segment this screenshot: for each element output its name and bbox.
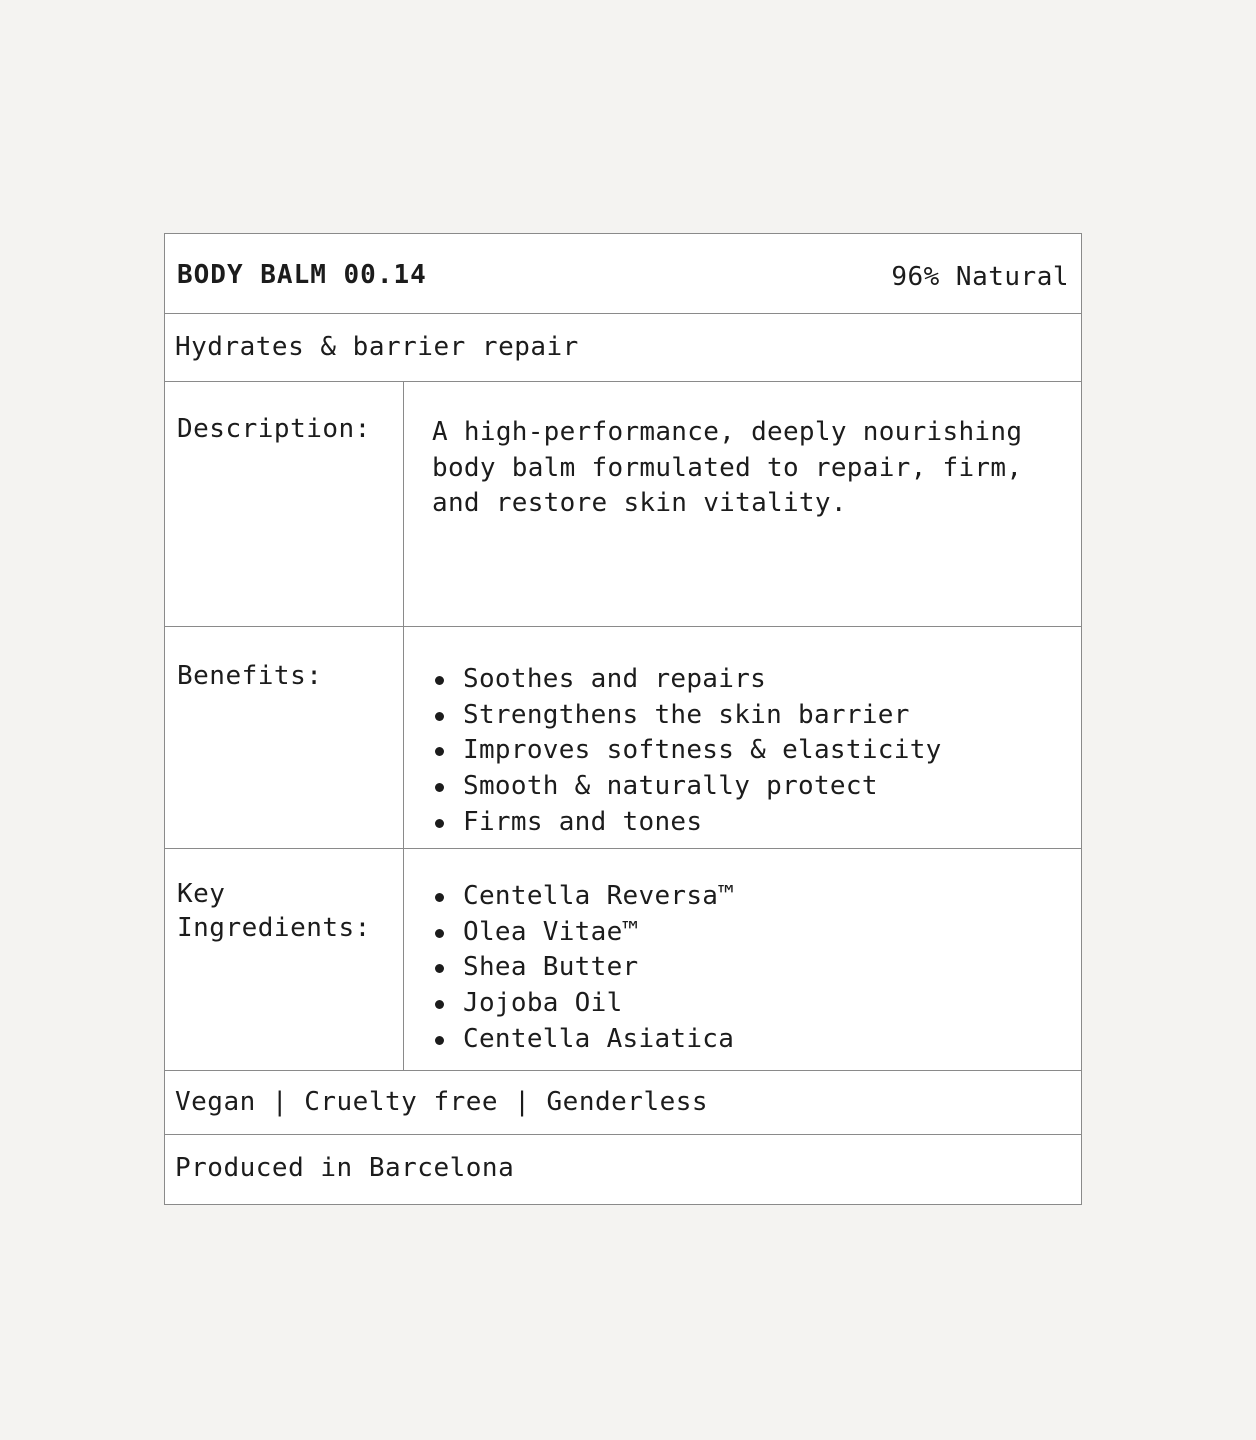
bullet-icon	[435, 819, 444, 828]
product-tags: Vegan | Cruelty free | Genderless	[175, 1087, 709, 1117]
bullet-icon	[435, 893, 444, 902]
ingredient-item	[432, 1022, 734, 1058]
production-origin: Produced in Barcelona	[175, 1153, 515, 1183]
bullet-icon	[435, 964, 444, 973]
ingredients-value-cell	[404, 849, 1081, 1070]
ingredients-label: Key Ingredients:	[177, 879, 371, 943]
ingredient-text: Jojoba Oil	[463, 988, 623, 1019]
benefits-row	[165, 627, 1081, 849]
benefits-value-cell	[404, 627, 1081, 848]
description-row	[165, 382, 1081, 627]
benefit-item	[432, 805, 942, 841]
ingredient-item	[432, 879, 734, 915]
bullet-icon	[435, 929, 444, 938]
benefit-text: Improves softness & elasticity	[463, 735, 942, 766]
bullet-icon	[435, 712, 444, 721]
bullet-icon	[435, 676, 444, 685]
ingredient-text: Centella Asiatica	[463, 1023, 735, 1054]
benefit-text: Soothes and repairs	[463, 664, 767, 694]
ingredients-label-cell	[165, 849, 404, 1070]
benefit-item	[432, 769, 942, 805]
bullet-icon	[435, 1036, 444, 1045]
benefit-text: Strengthens the skin barrier	[463, 699, 910, 730]
description-value-cell	[404, 382, 1081, 626]
bullet-icon	[435, 783, 444, 792]
benefits-list	[432, 662, 942, 841]
benefit-text: Firms and tones	[463, 806, 703, 837]
benefit-item	[432, 733, 942, 769]
origin-row	[165, 1135, 1081, 1206]
ingredients-row	[165, 849, 1081, 1071]
description-text: A high-performance, deeply nourishing body balm formulated to repair, firm, and restore skin vitality.	[432, 417, 1023, 518]
bullet-icon	[435, 1000, 444, 1009]
product-subtitle-row	[165, 314, 1081, 382]
ingredient-text: Centella Reversa™	[463, 881, 735, 911]
ingredient-item	[432, 950, 734, 986]
natural-percentage: 96% Natural	[891, 262, 1069, 292]
description-label: Description:	[177, 414, 371, 444]
ingredient-text: Shea Butter	[463, 952, 639, 983]
product-label-card	[164, 233, 1082, 1205]
bullet-icon	[435, 747, 444, 756]
benefit-item	[432, 698, 942, 734]
ingredients-list	[432, 879, 734, 1058]
ingredient-item	[432, 986, 734, 1022]
product-subtitle: Hydrates & barrier repair	[175, 332, 579, 362]
tags-row	[165, 1071, 1081, 1135]
product-title: BODY BALM 00.14	[177, 260, 427, 290]
ingredient-text: Olea Vitae™	[463, 916, 639, 947]
label-header	[165, 234, 1081, 314]
description-label-cell	[165, 382, 404, 626]
benefit-text: Smooth & naturally protect	[463, 771, 878, 802]
benefits-label: Benefits:	[177, 661, 323, 691]
benefit-item	[432, 662, 942, 698]
benefits-label-cell	[165, 627, 404, 848]
ingredient-item	[432, 915, 734, 951]
